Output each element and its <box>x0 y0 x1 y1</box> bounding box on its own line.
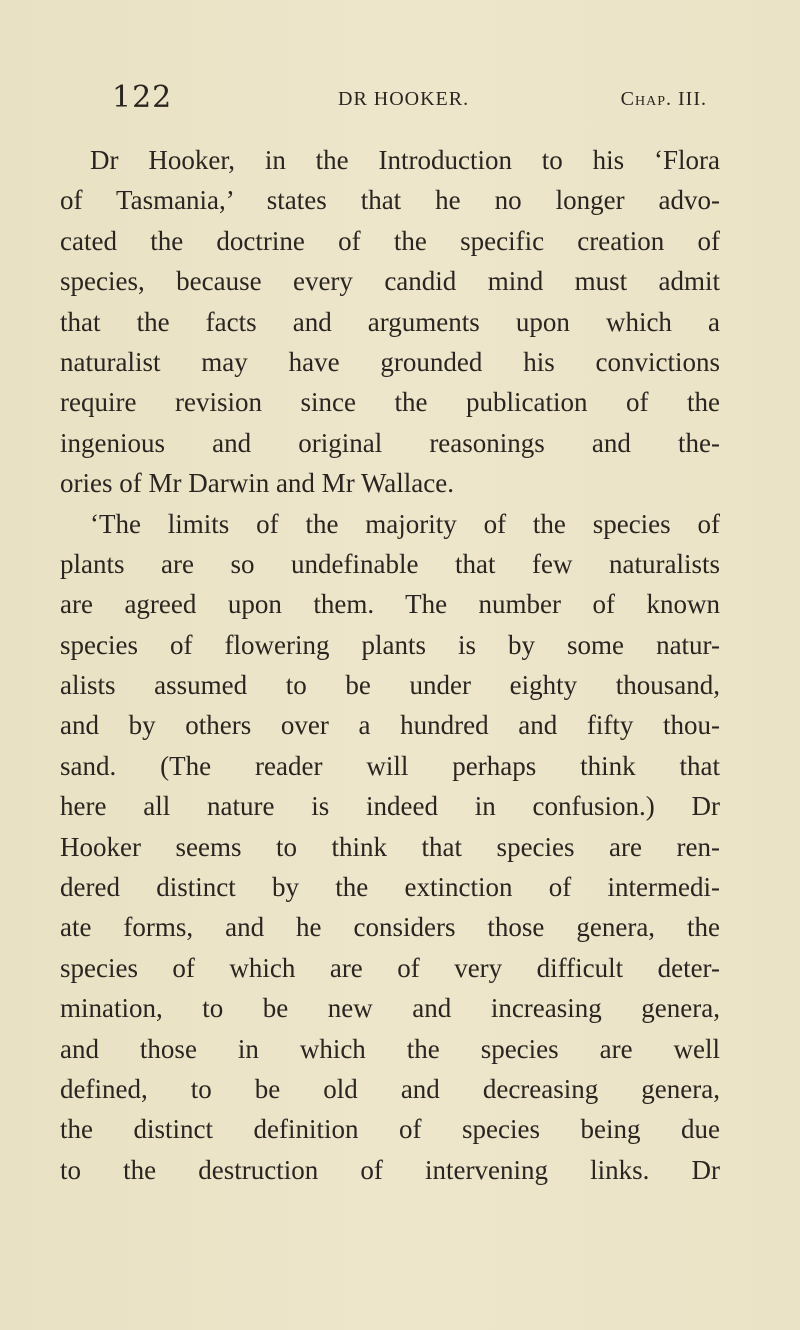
text-line: alists assumed to be under eighty thousand, <box>60 670 720 701</box>
text-line: of Tasmania,’ states that he no longer advo- <box>60 185 720 216</box>
text-line: Hooker seems to think that species are ren- <box>60 831 720 862</box>
text-line: mination, to be new and increasing genera, <box>60 993 720 1024</box>
text-line: species of flowering plants is by some natur- <box>60 629 720 660</box>
text-line: ‘The limits of the majority of the species of <box>90 508 720 539</box>
text-line: cated the doctrine of the specific creation of <box>60 225 720 256</box>
text-line: require revision since the publication of the <box>60 387 720 418</box>
text-line: plants are so undefinable that few naturalists <box>60 548 720 579</box>
running-head: DR HOOKER. <box>338 88 470 110</box>
text-line: to the destruction of intervening links. Dr <box>60 1154 720 1185</box>
text-line: the distinct definition of species being due <box>60 1114 720 1145</box>
text-line: species, because every candid mind must admit <box>60 266 720 297</box>
text-line: and by others over a hundred and fifty thou- <box>60 710 720 741</box>
page-number: 122 <box>112 80 173 115</box>
text-line: dered distinct by the extinction of intermedi- <box>60 872 720 903</box>
text-line: here all nature is indeed in confusion.) Dr <box>60 791 720 822</box>
text-line: are agreed upon them. The number of known <box>60 589 720 620</box>
text-line: naturalist may have grounded his convictions <box>60 346 720 377</box>
page-header <box>112 80 707 120</box>
text-line: and those in which the species are well <box>60 1033 720 1064</box>
text-line: that the facts and arguments upon which a <box>60 306 720 337</box>
text-line: ate forms, and he considers those genera, the <box>60 912 720 943</box>
text-line: ories of Mr Darwin and Mr Wallace. <box>60 468 454 499</box>
body-text <box>60 140 720 1190</box>
text-line: Dr Hooker, in the Introduction to his ‘Flora <box>90 145 720 175</box>
text-line: species of which are of very difficult deter- <box>60 952 720 983</box>
text-line: defined, to be old and decreasing genera, <box>60 1073 720 1104</box>
text-line: ingenious and original reasonings and the- <box>60 427 720 458</box>
text-line: sand. (The reader will perhaps think that <box>60 750 720 781</box>
chapter-label: Chap. III. <box>620 88 707 110</box>
